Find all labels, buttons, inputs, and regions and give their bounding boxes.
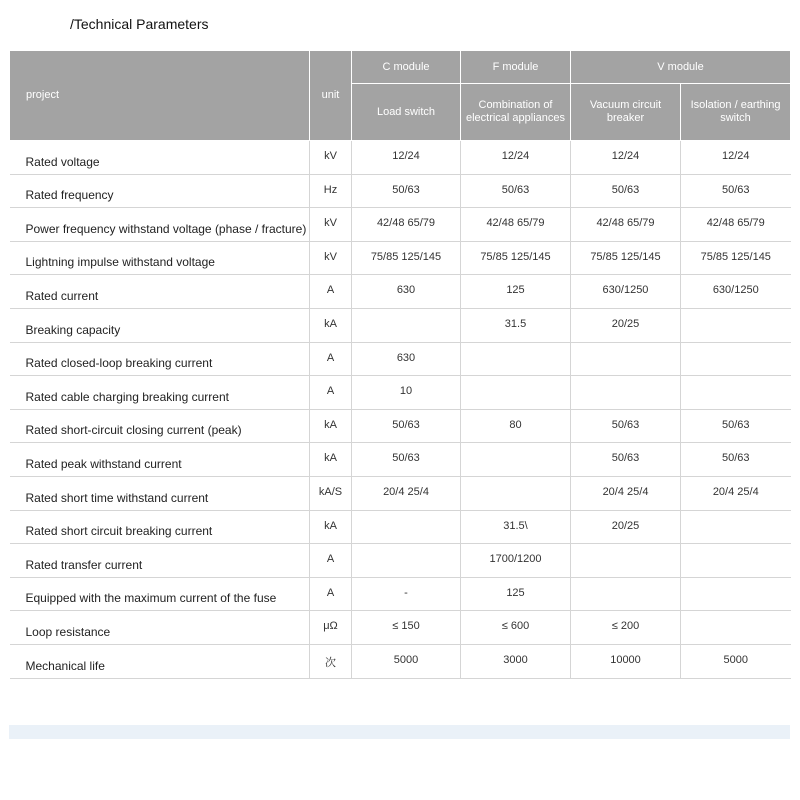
value-cell: 42/48 65/79 xyxy=(571,208,681,242)
unit-cell: A xyxy=(310,376,352,410)
value-cell xyxy=(681,577,791,611)
table-row xyxy=(10,443,791,477)
table-row xyxy=(10,308,791,342)
value-cell: 75/85 125/145 xyxy=(352,241,461,275)
footer-bar xyxy=(9,725,790,739)
value-cell: 20/25 xyxy=(571,308,681,342)
param-name: Rated transfer current xyxy=(10,544,310,578)
value-cell: 1700/1200 xyxy=(461,544,571,578)
header-sub-vacuum-breaker: Vacuum circuit breaker xyxy=(571,84,681,141)
value-cell xyxy=(352,510,461,544)
value-cell: 630/1250 xyxy=(571,275,681,309)
value-cell: 125 xyxy=(461,577,571,611)
value-cell xyxy=(461,476,571,510)
table-row xyxy=(10,275,791,309)
table-row xyxy=(10,174,791,208)
param-name: Power frequency withstand voltage (phase / fracture) xyxy=(10,208,310,242)
table-row xyxy=(10,208,791,242)
value-cell: 630 xyxy=(352,275,461,309)
value-cell: - xyxy=(352,577,461,611)
table-row xyxy=(10,544,791,578)
unit-cell: kA xyxy=(310,443,352,477)
value-cell: 10 xyxy=(352,376,461,410)
unit-cell: kA xyxy=(310,308,352,342)
param-name: Rated current xyxy=(10,275,310,309)
unit-cell: A xyxy=(310,275,352,309)
param-name: Lightning impulse withstand voltage xyxy=(10,241,310,275)
unit-cell: A xyxy=(310,544,352,578)
value-cell: 50/63 xyxy=(461,174,571,208)
value-cell: 42/48 65/79 xyxy=(681,208,791,242)
param-name: Rated short time withstand current xyxy=(10,476,310,510)
value-cell xyxy=(461,443,571,477)
unit-cell: A xyxy=(310,577,352,611)
unit-cell: kV xyxy=(310,141,352,175)
value-cell: 12/24 xyxy=(681,141,791,175)
value-cell xyxy=(681,544,791,578)
value-cell xyxy=(681,342,791,376)
value-cell xyxy=(352,308,461,342)
param-name: Rated voltage xyxy=(10,141,310,175)
value-cell xyxy=(571,577,681,611)
value-cell xyxy=(571,544,681,578)
value-cell xyxy=(571,376,681,410)
param-name: Rated closed-loop breaking current xyxy=(10,342,310,376)
value-cell: 75/85 125/145 xyxy=(681,241,791,275)
value-cell xyxy=(352,544,461,578)
value-cell: 20/4 25/4 xyxy=(681,476,791,510)
value-cell: 50/63 xyxy=(352,174,461,208)
value-cell: 125 xyxy=(461,275,571,309)
value-cell: 75/85 125/145 xyxy=(571,241,681,275)
value-cell: 50/63 xyxy=(352,443,461,477)
value-cell: 5000 xyxy=(352,644,461,678)
value-cell xyxy=(681,308,791,342)
header-sub-load-switch: Load switch xyxy=(352,84,461,141)
unit-cell: μΩ xyxy=(310,611,352,645)
header-group-f: F module xyxy=(461,51,571,84)
value-cell: 50/63 xyxy=(352,409,461,443)
param-name: Rated short-circuit closing current (peak) xyxy=(10,409,310,443)
value-cell: 42/48 65/79 xyxy=(352,208,461,242)
table-row xyxy=(10,376,791,410)
table-row xyxy=(10,476,791,510)
table-row xyxy=(10,409,791,443)
value-cell: 31.5 xyxy=(461,308,571,342)
value-cell: 31.5\ xyxy=(461,510,571,544)
value-cell: 12/24 xyxy=(461,141,571,175)
param-name: Breaking capacity xyxy=(10,308,310,342)
unit-cell: Hz xyxy=(310,174,352,208)
header-sub-combination: Combination of electrical appliances xyxy=(461,84,571,141)
value-cell xyxy=(681,376,791,410)
header-group-v: V module xyxy=(571,51,791,84)
value-cell: ≤ 200 xyxy=(571,611,681,645)
page-title: /Technical Parameters xyxy=(70,16,209,32)
unit-cell: 次 xyxy=(310,644,352,678)
param-name: Rated frequency xyxy=(10,174,310,208)
header-sub-isolation-switch: Isolation / earthing switch xyxy=(681,84,791,141)
table-row xyxy=(10,510,791,544)
value-cell: 3000 xyxy=(461,644,571,678)
header-project: project xyxy=(10,51,310,141)
table-row xyxy=(10,644,791,678)
table-row xyxy=(10,241,791,275)
param-name: Rated short circuit breaking current xyxy=(10,510,310,544)
value-cell: 50/63 xyxy=(571,174,681,208)
param-name: Rated cable charging breaking current xyxy=(10,376,310,410)
unit-cell: kA xyxy=(310,510,352,544)
unit-cell: A xyxy=(310,342,352,376)
param-name: Equipped with the maximum current of the fuse xyxy=(10,577,310,611)
value-cell xyxy=(681,611,791,645)
value-cell: 50/63 xyxy=(681,443,791,477)
table-row xyxy=(10,611,791,645)
param-name: Mechanical life xyxy=(10,644,310,678)
value-cell: 12/24 xyxy=(352,141,461,175)
value-cell: 75/85 125/145 xyxy=(461,241,571,275)
unit-cell: kA xyxy=(310,409,352,443)
value-cell: ≤ 600 xyxy=(461,611,571,645)
unit-cell: kV xyxy=(310,241,352,275)
value-cell: 20/4 25/4 xyxy=(352,476,461,510)
unit-cell: kV xyxy=(310,208,352,242)
value-cell: 80 xyxy=(461,409,571,443)
value-cell xyxy=(461,376,571,410)
value-cell: 50/63 xyxy=(681,409,791,443)
value-cell xyxy=(571,342,681,376)
value-cell: 12/24 xyxy=(571,141,681,175)
header-group-c: C module xyxy=(352,51,461,84)
table-row xyxy=(10,342,791,376)
value-cell: 50/63 xyxy=(571,443,681,477)
value-cell: 20/25 xyxy=(571,510,681,544)
value-cell: 42/48 65/79 xyxy=(461,208,571,242)
param-name: Loop resistance xyxy=(10,611,310,645)
param-name: Rated peak withstand current xyxy=(10,443,310,477)
value-cell: 5000 xyxy=(681,644,791,678)
table-row xyxy=(10,141,791,175)
technical-parameters-table xyxy=(9,50,791,679)
value-cell: 630/1250 xyxy=(681,275,791,309)
value-cell: 10000 xyxy=(571,644,681,678)
value-cell: 50/63 xyxy=(681,174,791,208)
value-cell: ≤ 150 xyxy=(352,611,461,645)
value-cell: 20/4 25/4 xyxy=(571,476,681,510)
header-unit: unit xyxy=(310,51,352,141)
value-cell: 630 xyxy=(352,342,461,376)
value-cell xyxy=(461,342,571,376)
value-cell: 50/63 xyxy=(571,409,681,443)
unit-cell: kA/S xyxy=(310,476,352,510)
value-cell xyxy=(681,510,791,544)
table-row xyxy=(10,577,791,611)
